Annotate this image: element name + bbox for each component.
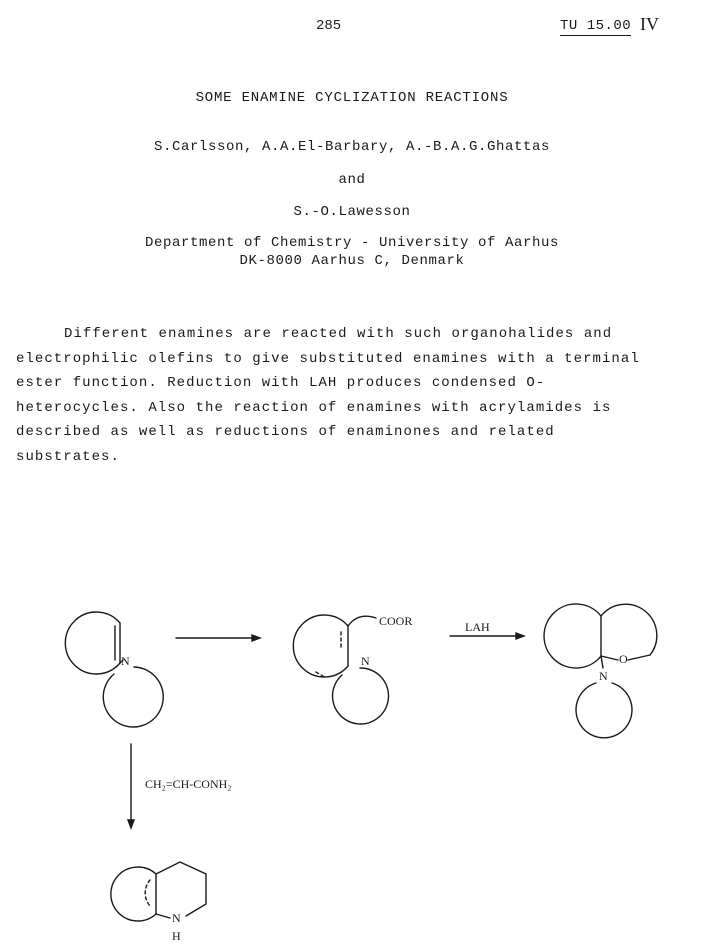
session-code: TU 15.00 — [560, 18, 632, 34]
atom-n-4: N — [172, 911, 181, 925]
section-roman: IV — [640, 14, 659, 34]
atom-n-3: N — [599, 669, 608, 683]
reagent-lah: LAH — [465, 620, 490, 634]
authors-line: S.Carlsson, A.A.El-Barbary, A.-B.A.G.Ghattas — [153, 139, 551, 155]
atom-n-1: N — [121, 654, 130, 668]
paper-title: SOME ENAMINE CYCLIZATION REACTIONS — [195, 90, 509, 106]
ester-label: COOR — [379, 614, 413, 628]
authors-last: S.-O.Lawesson — [293, 204, 411, 220]
ester-enamine-structure — [293, 615, 388, 724]
reaction-arrow-1 — [176, 635, 260, 641]
bicyclic-amine-structure — [111, 862, 206, 921]
atom-n-2: N — [361, 654, 370, 668]
page-number: 285 — [316, 18, 342, 34]
affiliation-department: Department of Chemistry - University of Aarhus — [144, 235, 560, 251]
atom-h: H — [172, 929, 181, 943]
reagent-acrylamide: CH₂=CH-CONH₂ — [145, 777, 232, 791]
reaction-arrow-acrylamide — [128, 744, 134, 828]
atom-o: O — [619, 652, 628, 666]
authors-conjunction: and — [338, 172, 366, 188]
affiliation-address: DK-8000 Aarhus C, Denmark — [239, 253, 465, 269]
abstract-paragraph: Different enamines are reacted with such organohalides and electrophilic olefins to give substituted enamines with a terminal ester function. Reduction with LAH produces condensed O-heterocycles. Also the reaction of enamines with acrylamides is described as well as reductions of enaminones and related substrates. — [16, 326, 640, 465]
enamine-structure — [65, 612, 163, 727]
